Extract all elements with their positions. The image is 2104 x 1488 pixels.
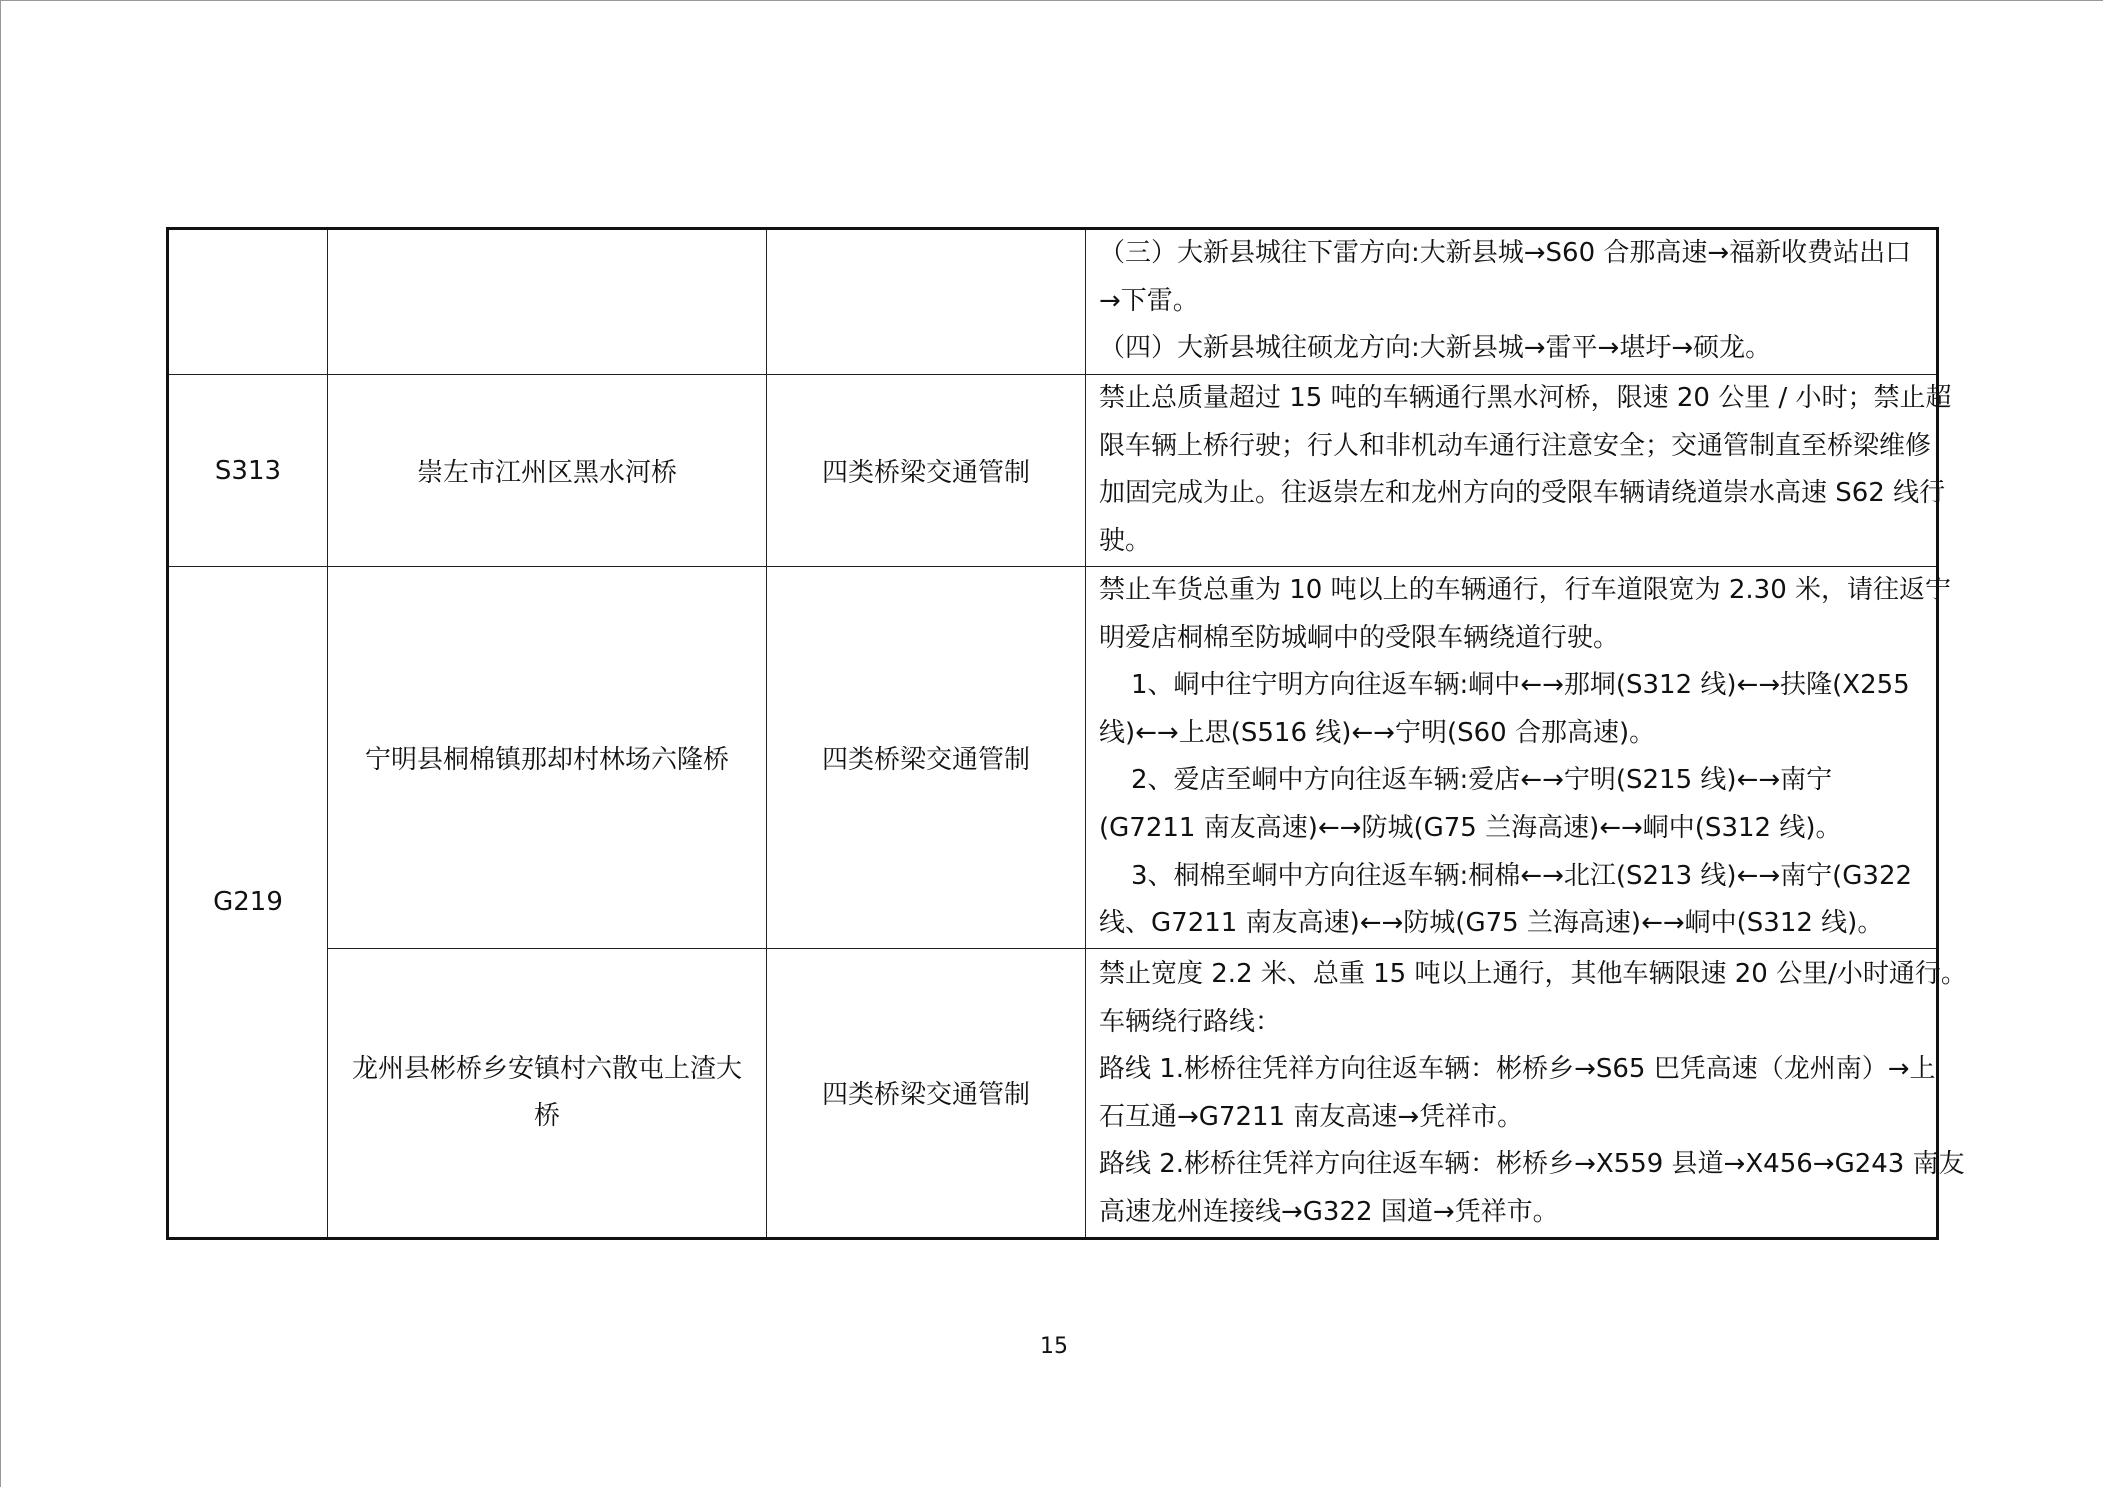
description-line: 3、桐棉至峒中方向往返车辆:桐棉←→北江(S213 线)←→南宁(G322 [1131, 860, 1913, 891]
description-line: （四）大新县城往硕龙方向:大新县城→雷平→堪圩→硕龙。 [1099, 333, 1772, 364]
description-line: 禁止车货总重为 10 吨以上的车辆通行，行车道限宽为 2.30 米，请往返宁 [1099, 575, 1952, 605]
description-cell [1086, 567, 1952, 949]
traffic-control-table [166, 227, 1967, 1240]
description-cell [1086, 229, 1938, 375]
description-line: →下雷。 [1099, 285, 1199, 316]
description-line: 1、峒中往宁明方向往返车辆:峒中←→那垌(S312 线)←→扶隆(X255 [1131, 670, 1910, 701]
description-line: 加固完成为止。往返崇左和龙州方向的受限车辆请绕道崇水高速 S62 线行 [1099, 478, 1946, 509]
bridge-cell [328, 949, 767, 1239]
description-line: 高速龙州连接线→G322 国道→凭祥市。 [1099, 1196, 1559, 1227]
description-cell [1086, 375, 1952, 567]
description-line: 禁止宽度 2.2 米、总重 15 吨以上通行，其他车辆限速 20 公里/小时通行。 [1099, 959, 1967, 989]
bridge-cell [328, 567, 767, 949]
bridge-name: 龙州县彬桥乡安镇村六散屯上渣大 [351, 1053, 742, 1084]
road-cell: S313 [168, 375, 328, 567]
table-row [168, 949, 1938, 1239]
description-line: 限车辆上桥行驶；行人和非机动车通行注意安全；交通管制直至桥梁维修 [1099, 430, 1932, 461]
description-line: 驶。 [1099, 525, 1152, 556]
description-line: （三）大新县城往下雷方向:大新县城→S60 合那高速→福新收费站出口 [1099, 238, 1912, 268]
description-line: 线)←→上思(S516 线)←→宁明(S60 合那高速)。 [1099, 717, 1656, 748]
control-type-cell: 四类桥梁交通管制 [767, 949, 1086, 1239]
control-type-cell [767, 229, 1086, 375]
table-row [168, 375, 1938, 567]
description-line: 明爱店桐棉至防城峒中的受限车辆绕道行驶。 [1099, 622, 1620, 653]
control-type-cell: 四类桥梁交通管制 [767, 567, 1086, 949]
bridge-name: 崇左市江州区黑水河桥 [416, 458, 677, 488]
description-line: 路线 1.彬桥往凭祥方向往返车辆：彬桥乡→S65 巴凭高速（龙州南）→上 [1099, 1054, 1936, 1085]
road-cell [168, 229, 328, 375]
bridge-cell [328, 229, 767, 375]
table-row [168, 229, 1938, 375]
bridge-cell [328, 375, 767, 567]
control-type-cell: 四类桥梁交通管制 [767, 375, 1086, 567]
description-line: 车辆绕行路线： [1099, 1006, 1282, 1037]
table-row [168, 567, 1938, 949]
page-number: 15 [1040, 1334, 1068, 1359]
road-cell: G219 [168, 567, 328, 1239]
bridge-name: 宁明县桐棉镇那却村林场六隆桥 [364, 745, 729, 775]
description-cell [1086, 949, 1967, 1239]
description-line: (G7211 南友高速)←→防城(G75 兰海高速)←→峒中(S312 线)。 [1099, 812, 1842, 843]
bridge-name: 桥 [533, 1100, 560, 1131]
description-line: 线、G7211 南友高速)←→防城(G75 兰海高速)←→峒中(S312 线)。 [1099, 908, 1884, 939]
description-line: 禁止总质量超过 15 吨的车辆通行黑水河桥，限速 20 公里 / 小时；禁止超 [1099, 383, 1952, 413]
description-line: 2、爱店至峒中方向往返车辆:爱店←→宁明(S215 线)←→南宁 [1131, 765, 1833, 796]
description-line: 石互通→G7211 南友高速→凭祥市。 [1099, 1101, 1524, 1132]
description-line: 路线 2.彬桥往凭祥方向往返车辆：彬桥乡→X559 县道→X456→G243 南友 [1099, 1149, 1965, 1180]
